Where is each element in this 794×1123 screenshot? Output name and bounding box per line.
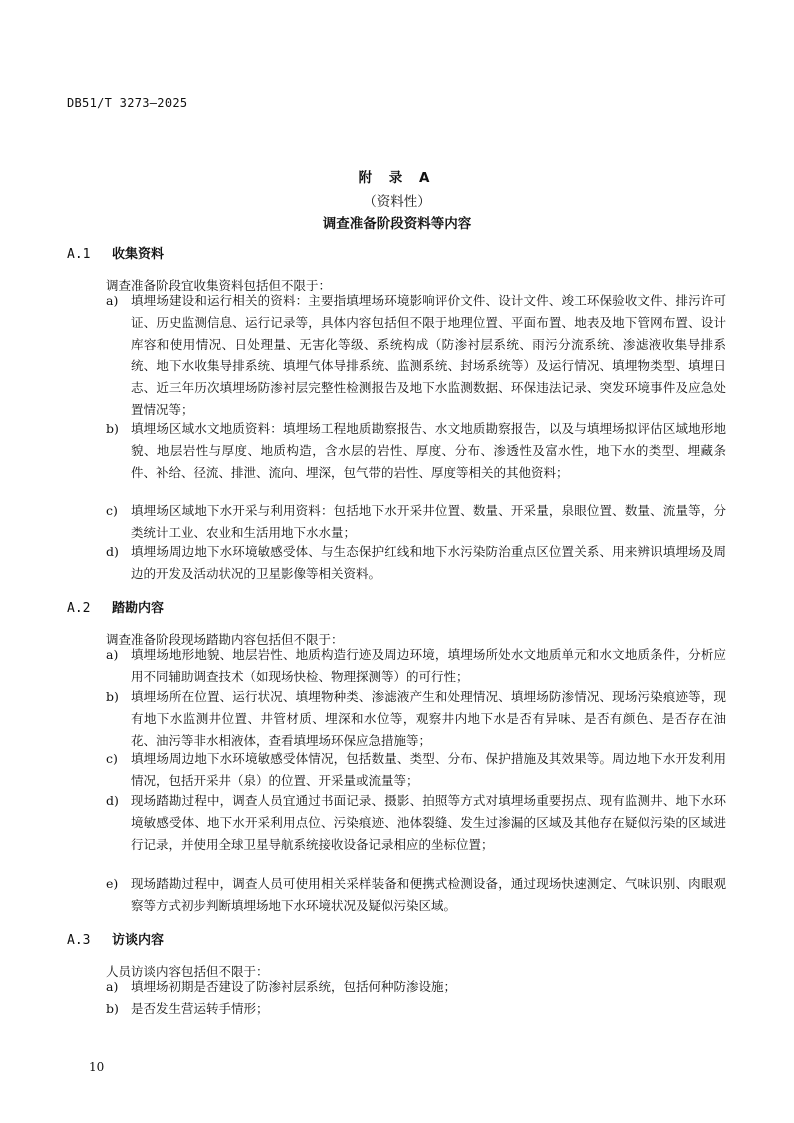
list-item [106, 976, 726, 998]
list-marker: a) [106, 293, 119, 308]
section-number: A.2 [67, 601, 91, 616]
list-item-text: 填埋场区域地下水开采与利用资料：包括地下水开采井位置、数量、开采量，泉眼位置、数量、流量等，分类统计工业、农业和生活用地下水水量； [131, 503, 726, 540]
list-marker: b) [106, 1001, 119, 1016]
section-heading-a3 [67, 929, 164, 948]
list-marker: c) [106, 503, 118, 518]
list-item-text: 是否发生营运转手情形； [131, 1001, 269, 1016]
list-item-text: 填埋场建设和运行相关的资料：主要指填埋场环境影响评价文件、设计文件、竣工环保验收文件、排污许可证、历史监测信息、运行记录等，具体内容包括但不限于地理位置、平面布置、地表及地下管网布置、设计库容和使用情况、日处理量、无害化等级、系统构成（防渗衬层系统、雨污分流系统、渗滤液收集导排系统、地下水收集导排系统、填埋气体导排系统、监测系统、封场系统等）及运行情况、填埋物类型、填埋日志、近三年历次填埋场防渗衬层完整性检测报告及地下水监测数据、环保违法记录、突发环境事件及应急处置情况等； [131, 293, 726, 417]
list-item-text: 填埋场初期是否建设了防渗衬层系统，包括何种防渗设施； [131, 979, 457, 994]
list-item [106, 290, 726, 421]
list-item-text: 现场踏勘过程中，调查人员可使用相关采样装备和便携式检测设备，通过现场快速测定、气味识别、肉眼观察等方式初步判断填埋场地下水环境状况及疑似污染区域。 [131, 876, 726, 913]
section-intro: 调查准备阶段宜收集资料包括但不限于： [106, 278, 332, 293]
list-item [106, 873, 726, 917]
list-item-text: 填埋场所在位置、运行状况、填埋物种类、渗滤液产生和处理情况、填埋场防渗情况、现场污染痕迹等，现有地下水监测井位置、井管材质、埋深和水位等，观察井内地下水是否有异味、是否有颜色、是否存在油花、油污等非水相液体，查看填埋场环保应急措施等； [131, 689, 726, 748]
list-marker: e) [106, 876, 119, 891]
section-heading-a2 [67, 597, 164, 616]
section-number: A.1 [67, 247, 91, 262]
list-item-text: 填埋场区域水文地质资料：填埋场工程地质勘察报告、水文地质勘察报告，以及与填埋场拟评估区域地形地貌、地层岩性与厚度、地质构造，含水层的岩性、厚度、分布、渗透性及富水性，地下水的类型、埋藏条件、补给、径流、排泄、流向、埋深，包气带的岩性、厚度等相关的其他资料； [131, 421, 726, 480]
section-title: 踏勘内容 [112, 601, 165, 616]
list-item [106, 748, 726, 792]
list-marker: b) [106, 689, 119, 704]
list-item [106, 998, 726, 1020]
list-marker: c) [106, 751, 118, 766]
document-code: DB51/T 3273—2025 [67, 96, 188, 110]
list-item-text: 现场踏勘过程中，调查人员宜通过书面记录、摄影、拍照等方式对填埋场重要拐点、现有监测井、地下水环境敏感受体、地下水开采利用点位、污染痕迹、池体裂缝、发生过渗漏的区域及其他存在疑似污染的区域进行记录，并使用全球卫星导航系统接收设备记录相应的坐标位置； [131, 793, 726, 852]
list-item-text: 填埋场周边地下水环境敏感受体、与生态保护红线和地下水污染防治重点区位置关系、用来辨识填埋场及周边的开发及活动状况的卫星影像等相关资料。 [131, 544, 726, 581]
list-item [106, 686, 726, 751]
list-marker: d) [106, 544, 119, 559]
annex-title: 附 录 A [358, 170, 436, 186]
list-item [106, 644, 726, 688]
annex-nature: （资料性） [363, 194, 431, 210]
list-marker: a) [106, 647, 119, 662]
list-item [106, 790, 726, 855]
section-intro: 调查准备阶段现场踏勘内容包括但不限于： [106, 632, 344, 647]
list-marker: b) [106, 421, 119, 436]
section-number: A.3 [67, 933, 91, 948]
list-item-text: 填埋场周边地下水环境敏感受体情况，包括数量、类型、分布、保护措施及其效果等。周边地下水开发利用情况，包括开采井（泉）的位置、开采量或流量等； [131, 751, 726, 788]
list-item [106, 541, 726, 585]
list-item-text: 填埋场地形地貌、地层岩性、地质构造行迹及周边环境，填埋场所处水文地质单元和水文地质条件，分析应用不同辅助调查技术（如现场快检、物理探测等）的可行性； [131, 647, 726, 684]
section-intro: 人员访谈内容包括但不限于： [106, 964, 269, 979]
annex-subject: 调查准备阶段资料等内容 [322, 216, 472, 232]
list-marker: d) [106, 793, 119, 808]
list-marker: a) [106, 979, 119, 994]
section-title: 收集资料 [112, 247, 165, 262]
list-item [106, 418, 726, 483]
section-heading-a1 [67, 243, 164, 262]
section-title: 访谈内容 [112, 933, 165, 948]
list-item [106, 500, 726, 544]
page-number: 10 [89, 1060, 105, 1074]
